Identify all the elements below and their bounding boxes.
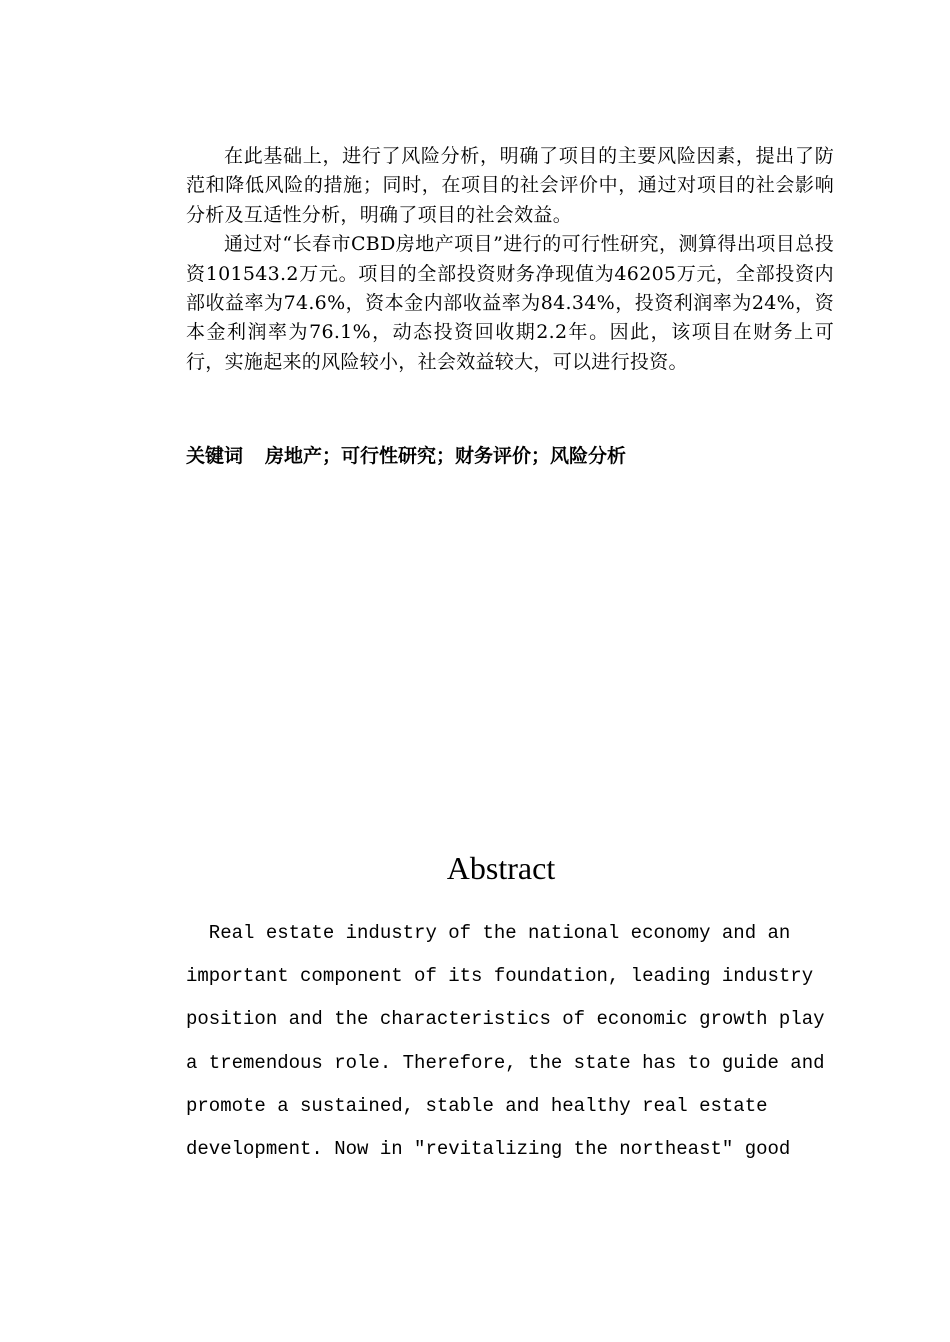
chinese-paragraph-feasibility-results: 通过对“长春市CBD房地产项目”进行的可行性研究，测算得出项目总投资101543.2万元。项目的全部投资财务净现值为46205万元，全部投资内部收益率为74.6%，资本金内部收益率为84.34%，投资利润率为24%，资本金利润率为76.1%，动态投资回收期2.2年。因此，该项目在财务上可行，实施起来的风险较小，社会效益较大，可以进行投资。 xyxy=(186,233,834,373)
english-abstract-line: position and the characteristics of economic growth play xyxy=(186,1008,825,1031)
english-abstract-line: Real estate industry of the national economy and an xyxy=(186,922,791,944)
english-abstract-line: a tremendous role. Therefore, the state has to guide and xyxy=(186,1051,825,1074)
english-abstract-line: important component of its foundation, leading industry xyxy=(186,965,814,988)
english-abstract-line: development. Now in "revitalizing the northeast" good xyxy=(186,1137,791,1160)
english-abstract-line: promote a sustained, stable and healthy real estate xyxy=(186,1094,768,1117)
keywords-list: 房地产；可行性研究；财务评价；风险分析 xyxy=(265,445,627,467)
chinese-abstract-body xyxy=(186,142,834,377)
keywords-label: 关键词 xyxy=(186,445,244,467)
keywords-line xyxy=(186,442,834,470)
english-abstract-body xyxy=(186,916,826,1175)
chinese-paragraph-risk-analysis: 在此基础上，进行了风险分析，明确了项目的主要风险因素，提出了防范和降低风险的措施；同时，在项目的社会评价中，通过对项目的社会影响分析及互适性分析，明确了项目的社会效益。 xyxy=(186,145,834,226)
abstract-heading: Abstract xyxy=(446,850,556,886)
